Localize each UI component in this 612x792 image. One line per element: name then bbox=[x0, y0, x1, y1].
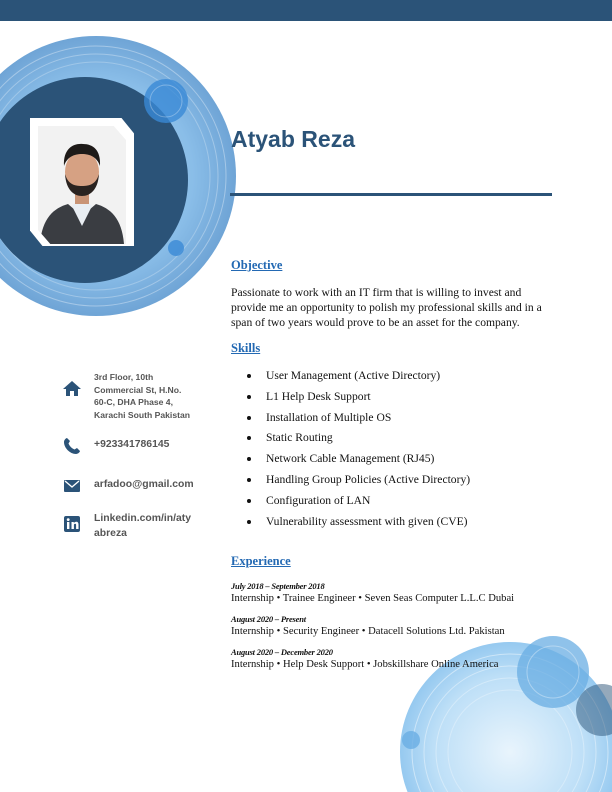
experience-description: Internship • Trainee Engineer • Seven Seas Computer L.L.C Dubai bbox=[231, 593, 515, 604]
skills-heading: Skills bbox=[231, 341, 261, 355]
email-icon bbox=[62, 476, 82, 496]
email-address[interactable]: arfadoo@gmail.com bbox=[94, 479, 194, 490]
experience-entry bbox=[231, 581, 561, 605]
linkedin-url[interactable] bbox=[94, 511, 191, 541]
phone-number[interactable]: +923341786145 bbox=[94, 439, 170, 450]
address-line: 60-C, DHA Phase 4, bbox=[94, 397, 173, 408]
experience-heading: Experience bbox=[231, 554, 291, 568]
phone-icon bbox=[62, 436, 82, 456]
experience-date: August 2020 – Present bbox=[231, 614, 306, 624]
linkedin-icon bbox=[62, 514, 82, 534]
objective-heading: Objective bbox=[231, 258, 283, 272]
experience-entry bbox=[231, 647, 561, 671]
linkedin-line: abreza bbox=[94, 528, 127, 539]
skill-item: Vulnerability assessment with given (CVE) bbox=[245, 514, 470, 535]
address-line: 3rd Floor, 10th bbox=[94, 372, 154, 382]
skill-item: L1 Help Desk Support bbox=[245, 389, 470, 410]
experience-date: July 2018 – September 2018 bbox=[231, 581, 325, 591]
address-line: Karachi South Pakistan bbox=[94, 409, 190, 420]
home-icon bbox=[62, 379, 82, 399]
experience-description: Internship • Security Engineer • Datacell Solutions Ltd. Pakistan bbox=[231, 626, 505, 637]
experience-entry bbox=[231, 614, 561, 638]
skill-item: Static Routing bbox=[245, 430, 470, 451]
address-text bbox=[94, 371, 204, 421]
experience-description: Internship • Help Desk Support • Jobskillshare Online America bbox=[231, 659, 499, 670]
skill-item: Configuration of LAN bbox=[245, 493, 470, 514]
candidate-name: Atyab Reza bbox=[231, 126, 355, 152]
skill-item: Network Cable Management (RJ45) bbox=[245, 451, 470, 472]
skill-item: User Management (Active Directory) bbox=[245, 368, 470, 389]
skill-item: Handling Group Policies (Active Directory) bbox=[245, 472, 470, 493]
experience-date: August 2020 – December 2020 bbox=[231, 647, 333, 657]
address-line: Commercial St, H.No. bbox=[94, 384, 182, 395]
skill-item: Installation of Multiple OS bbox=[245, 410, 470, 431]
objective-text: Passionate to work with an IT firm that is willing to invest and provide me an opportunity to polish my professional skills and in a span of two years would prove to be an asset for the company. bbox=[231, 286, 542, 329]
profile-photo bbox=[38, 126, 126, 244]
linkedin-line: Linkedin.com/in/aty bbox=[94, 513, 191, 524]
name-divider bbox=[230, 193, 552, 196]
skills-list bbox=[245, 368, 470, 534]
